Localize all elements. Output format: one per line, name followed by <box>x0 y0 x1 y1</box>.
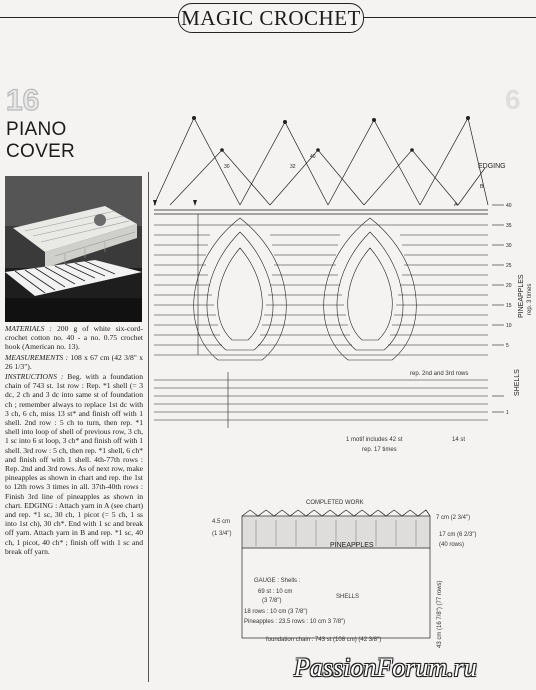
piano-photo <box>5 176 142 322</box>
left-top-measure: 4.5 cm <box>212 519 231 525</box>
measurements-text: 108 x 67 cm (42 3/8" x 26 1/3"). <box>5 352 144 371</box>
measurements-label: MEASUREMENTS : <box>5 352 69 362</box>
edging-arch <box>240 122 328 205</box>
gauge-line-2: (3 7/8") <box>262 598 282 604</box>
row-number: 25 <box>506 263 512 269</box>
schematic-shells-label: SHELLS <box>336 594 360 600</box>
watermark: PassionForum.ru <box>294 653 477 682</box>
edging-arch <box>270 150 364 205</box>
chain-count-label: 40 <box>310 154 316 160</box>
row-number: 30 <box>506 243 512 249</box>
point-a-label: A <box>454 202 458 208</box>
rep-rows-label: rep. 2nd and 3rd rows <box>410 371 469 377</box>
side-number: 6 <box>505 84 521 115</box>
gauge-line-3: 18 rows : 10 cm (3 7/8") <box>244 609 308 615</box>
row-number: 5 <box>506 343 509 349</box>
completed-work-title: COMPLETED WORK <box>306 500 364 506</box>
pattern-number: 16 <box>6 84 40 117</box>
header-title: MAGIC CROCHET <box>181 6 361 30</box>
point-b-label: B <box>480 184 484 190</box>
row-number: 10 <box>506 323 512 329</box>
right-top-measure: 7 cm (2 3/4") <box>436 515 471 521</box>
foundation-chain-label: foundation chain : 743 st (108 cm) (42 3/8") <box>266 637 382 643</box>
shells-label: SHELLS <box>514 369 521 396</box>
column-divider <box>148 172 149 682</box>
schematic-pineapples-label: PINEAPPLES <box>330 542 374 549</box>
title-line-2: COVER <box>6 141 76 162</box>
right-mid-measure-2: (40 rows) <box>439 542 465 548</box>
materials-label: MATERIALS : <box>5 324 52 333</box>
row-number: 40 <box>506 203 512 209</box>
st-14-label: 14 st <box>452 437 466 443</box>
motif-note-label: 1 motif includes 42 st <box>346 437 403 443</box>
pineapples-label: PINEAPPLES <box>518 274 525 318</box>
header-title-box <box>178 3 364 33</box>
row-number: 35 <box>506 223 512 229</box>
height-measure: 43 cm (16 7/8") (77 rows) <box>437 580 443 648</box>
edging-arch <box>154 118 240 205</box>
chain-count-label: 30 <box>224 164 230 170</box>
edging-arch <box>364 150 458 205</box>
chain-count-label: 32 <box>290 164 296 170</box>
pineapples-rep-label: rep. 3 times <box>527 283 533 315</box>
gauge-line-1: 69 st : 10 cm <box>258 589 293 595</box>
edging-label: EDGING <box>478 163 506 170</box>
row-number: 1 <box>506 410 509 416</box>
edging-arch <box>328 120 420 205</box>
left-bottom-measure: (1 3/4") <box>212 531 232 537</box>
motif-rep-label: rep. 17 times <box>362 447 397 453</box>
gauge-label: GAUGE : Shells : <box>254 578 301 584</box>
instructions-body: Beg. with a foundation chain of 743 st. 1st row : Rep. *1 shell (= 3 dc, 2 ch and 3 dc into same st of foundation ch ; remember always to replace 1st dc with 3 ch, 6 ch, miss 13 st* and finish off with 1 shell. 2nd row : 5 ch to turn, then rep. *1 shell into loop of shell of previous row, 3 ch, 1 sc into 6 st loop, 3 ch* and finish off with 1 shell. 3rd row : 5 ch, then rep. *1 shell, 6 ch* and finish off with 1 shell. 4th-77th rows : Rep. 2nd and 3rd rows. As of next row, make pineapples as shown in chart and rep. the 1st to 12th rows 3 times in all. 37th-40th rows : Finish 3rd line of pineapples as shown in chart. EDGING : Attach yarn in A (see chart) and rep. *1 sc, 30 ch, 1 picot (= 5 ch, 1 ss into 1st ch), 30 ch*. End with 1 sc and break off yarn. Attach yarn in B and rep. *1 sc, 40 ch, 1 picot, 40 ch* ; finish off with 1 sc and break off yarn. <box>5 372 144 556</box>
row-number: 20 <box>506 283 512 289</box>
pattern-title <box>6 119 75 163</box>
materials-text: 200 g of white six-cord-crochet cotton no. 40 - a no. 0.75 crochet hook (American no. 13). <box>5 324 143 352</box>
right-mid-measure-1: 17 cm (6 2/3") <box>439 532 477 538</box>
instructions-text <box>5 324 143 557</box>
instructions-label: INSTRUCTIONS : <box>5 372 64 382</box>
gauge-line-4: Pineapples : 23.5 rows : 10 cm 3 7/8") <box>244 619 346 625</box>
title-line-1: PIANO <box>6 119 67 140</box>
row-number: 15 <box>506 303 512 309</box>
piano-photo-illustration <box>5 176 142 322</box>
edging-arch <box>420 118 488 205</box>
